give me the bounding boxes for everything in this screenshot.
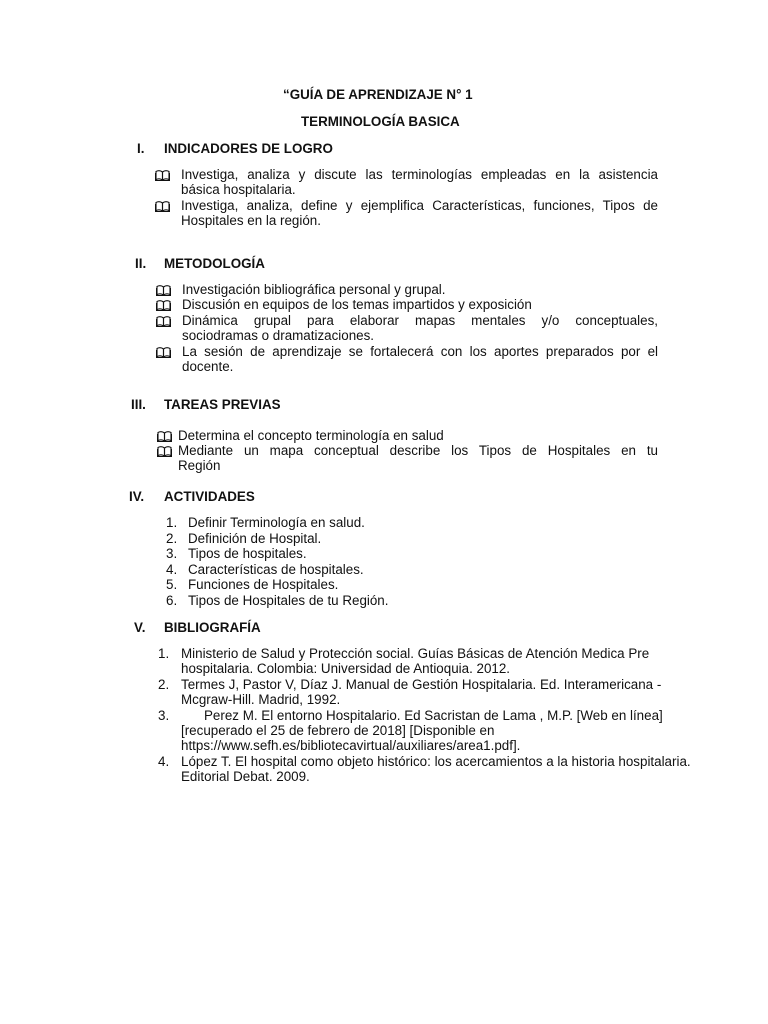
activity-number: 2. bbox=[166, 531, 178, 546]
section-heading: BIBLIOGRAFÍA bbox=[164, 620, 261, 635]
section-heading: INDICADORES DE LOGRO bbox=[164, 141, 333, 156]
reference-line: López T. El hospital como objeto histórico: los acercamientos a la historia hospitalaria. bbox=[181, 754, 691, 769]
activity-number: 6. bbox=[166, 593, 178, 608]
list-item: Discusión en equipos de los temas impartidos y exposición bbox=[182, 297, 532, 312]
activity-item: Tipos de Hospitales de tu Región. bbox=[188, 593, 389, 608]
activity-item: Funciones de Hospitales. bbox=[188, 577, 339, 592]
section-heading: METODOLOGÍA bbox=[164, 256, 265, 271]
section-numeral: II. bbox=[135, 256, 147, 271]
open-book-icon bbox=[157, 431, 172, 442]
list-item: Dinámica grupal para elaborar mapas mentales y/o conceptuales, bbox=[182, 313, 658, 328]
open-book-icon bbox=[156, 347, 171, 358]
open-book-icon bbox=[156, 300, 171, 311]
reference-line: [recuperado el 25 de febrero de 2018] [Disponible en bbox=[181, 723, 495, 738]
activity-number: 4. bbox=[166, 562, 178, 577]
document-subtitle: TERMINOLOGÍA BASICA bbox=[301, 114, 460, 129]
document-title: “GUÍA DE APRENDIZAJE N° 1 bbox=[283, 87, 473, 102]
reference-line: hospitalaria. Colombia: Universidad de Antioquia. 2012. bbox=[181, 661, 511, 676]
activity-item: Características de hospitales. bbox=[188, 562, 364, 577]
reference-link[interactable]: https://www.sefh.es/bibliotecavirtual/auxiliares/area1.pdf]. bbox=[181, 738, 521, 753]
activity-item: Definir Terminología en salud. bbox=[188, 515, 365, 530]
section-numeral: III. bbox=[131, 397, 146, 412]
activity-number: 3. bbox=[166, 546, 178, 561]
list-item: Investigación bibliográfica personal y grupal. bbox=[182, 282, 446, 297]
list-item: Determina el concepto terminología en salud bbox=[178, 428, 444, 443]
open-book-icon bbox=[155, 201, 170, 212]
section-heading: TAREAS PREVIAS bbox=[164, 397, 281, 412]
open-book-icon bbox=[157, 446, 172, 457]
reference-number: 4. bbox=[158, 754, 170, 769]
activity-number: 5. bbox=[166, 577, 178, 592]
activity-number: 1. bbox=[166, 515, 178, 530]
open-book-icon bbox=[156, 285, 171, 296]
reference-number: 1. bbox=[158, 646, 170, 661]
reference-line: Perez M. El entorno Hospitalario. Ed Sacristan de Lama , M.P. [Web en línea] bbox=[204, 708, 663, 723]
list-item-continuation: Región bbox=[178, 458, 221, 473]
open-book-icon bbox=[156, 316, 171, 327]
list-item: Investiga, analiza, define y ejemplifica Características, funciones, Tipos de bbox=[181, 198, 658, 213]
section-numeral: I. bbox=[137, 141, 145, 156]
activity-item: Tipos de hospitales. bbox=[188, 546, 307, 561]
list-item-continuation: básica hospitalaria. bbox=[181, 182, 296, 197]
section-numeral: IV. bbox=[129, 489, 145, 504]
reference-line: Termes J, Pastor V, Díaz J. Manual de Gestión Hospitalaria. Ed. Interamericana - bbox=[181, 677, 662, 692]
activity-item: Definición de Hospital. bbox=[188, 531, 322, 546]
reference-number: 2. bbox=[158, 677, 170, 692]
list-item: Investiga, analiza y discute las terminologías empleadas en la asistencia bbox=[181, 167, 658, 182]
list-item-continuation: sociodramas o dramatizaciones. bbox=[182, 328, 375, 343]
reference-line: Editorial Debat. 2009. bbox=[181, 769, 310, 784]
reference-line: Ministerio de Salud y Protección social. Guías Básicas de Atención Medica Pre bbox=[181, 646, 650, 661]
list-item-continuation: Hospitales en la región. bbox=[181, 213, 321, 228]
section-numeral: V. bbox=[134, 620, 146, 635]
list-item: La sesión de aprendizaje se fortalecerá con los aportes preparados por el bbox=[182, 344, 658, 359]
list-item-continuation: docente. bbox=[182, 359, 234, 374]
list-item: Mediante un mapa conceptual describe los Tipos de Hospitales en tu bbox=[178, 443, 658, 458]
section-heading: ACTIVIDADES bbox=[164, 489, 255, 504]
reference-number: 3. bbox=[158, 708, 170, 723]
open-book-icon bbox=[155, 170, 170, 181]
reference-line: Mcgraw-Hill. Madrid, 1992. bbox=[181, 692, 341, 707]
